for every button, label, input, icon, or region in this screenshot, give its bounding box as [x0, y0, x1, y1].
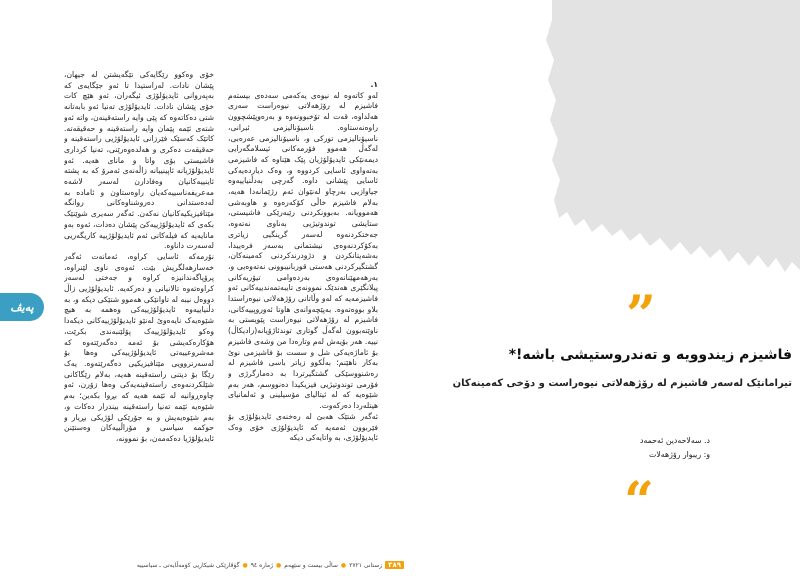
paragraph: لەو کاتەوە لە نیوەی یەکەمی سەدەی بیستەم فاشیزم لە رۆژهەلاتی نیوەراست سەری هەلداوە، قەت لە تۆخبوونەوە و بەرەوپێشچوون راوەنەستاوە. ناسیۆنالیزمی ئیرانی، ناسیۆنالیزمی تورکی و، ناسیۆنالیزمی عەرەبی، لەگەڵ هەموو فۆرمەکانی ئیسلامگەرایی دیمەنێکی ئایدیۆلۆژیان پێک هێناوە کە فاشیزمی بەتەواوی ئاسایی کردووە و، وەک دیاردەیەکی ئاسایی پێشانی داوە. گەرچی بەدڵنیاییەوە جیاوازیی بەرچاو لەنێوان ئەم رژێمانەدا هەیە، بەلام فاشیزم خاڵی کۆکەرەوە و هاوبەشی هەموویانە. بەبوونکردنی رێبەرێکی فاشیستی، ستایشی توندوتیژیی بەناوی نەتەوە، جەختکردنەوە لەسەر گرینگیی زیاتری بەکۆکردنەوەی نیشتمانی بەسەر فرەییدا، بەشەیتانکردن و دژودرندکردنی کەمینەکان، گشتگیرکردنی هەستی قوربانیبوونی نەتەوەیی و، بەرهەمهێنانەوەی بەردەوامی تیۆریەکانی پیلانگێری هەندێک نموونەی تایبەتمەندییەکانی ئەو فاشیزمەیە کە لەو وڵاتانی رۆژهەلاتی نیوەراستدا بلاو بووەتەوە. بەپێچەوانەی هاوتا ئەوروپییەکانی، فاشیزم لە رۆژهەلاتی نیوەراست پێویستی بە ناوێتەبوون لەگەڵ گوتاری توندئاژۆیانە(رادیکاڵ) نییە. هەر بۆیەش لەم وتارەدا من وشەی فاشیزم بۆ ئاماژەیەکی شل و سست بۆ فاشیزمی نوێ بەکار ناهێنم؛ بەڵکوو زیاتر باسی فاشیزم لە رەشنووسێکی گشتگیرتردا بە دەمارگرژی و فۆرمی توندوتیژیی فیزیکیدا دەنووسم، هەر بەم شێوەیە کە لە ئیتالیای مۆسیلینی و ئەلمانیای هیتلەردا دەرکەوت.	[228, 90, 378, 411]
footer-season: زستانی ٢٧٢١	[349, 561, 383, 569]
footer-magazine: گۆڤارێکی شیکاریی کۆمەڵایەتی ـ سیاسییە	[136, 561, 240, 569]
torn-paper-decoration	[530, 0, 800, 280]
article-credits	[560, 434, 710, 462]
bullet-icon: ●	[276, 561, 282, 569]
text-column-right	[228, 80, 378, 550]
paragraph: نۆرمەکە ئاسایی کراوە، ئەمانەت ئەگەر خەسارهەلگریش بێت. ئەوەی ناوی لێنراوە، پرۆپاگەندانیزە کراوە و جەختی لەسەر کراوەتەوە تالانیانی و دەرکەیە. ئایدیۆلۆژیی زاڵ دووەل نیبە لە تاوانێکی هەموو شتێکی دیکە و، بە دڵنیاییەوە ئایدیۆلۆژییەکی وەهمە بە هیچ شێوەیەک نایەەوێ لەنێو ئایدیۆلۆژییەکانی دیکەدا وەکو ئایدیۆلۆژییەک پۆلێنبەندی بکرێت، هۆکارەکەیشی بۆ ئەمە دەگەرێتەوە کە مەشروعییەتی ئایدیۆلۆژییەکی وەها بۆ لەسەرتروویی مێتافیزیکیی دەگەرێتەوە. یەک رێگا بۆ دیتنی راستەقینە هەیە، بەلام رێگاکانی شێلکردنەوەی راستەقینەیەکی وەها زۆرن، ئەو چاوەڕوانیە لە ئێمە هەیە کە بڕوا بکەین؛ بەم شێوەیە ئێمە تەنیا راستەقینە بیندرار دەکات و، بەم شێوەیەیش و بە جۆرێکی لۆژیکی بڕیار و حوکمە سیاسی و مۆراڵییەکان وەستێنن ئایدیۆلۆژیا دەکەمەن، بۆ نموونە،	[64, 251, 214, 443]
section-number: ١.	[370, 80, 378, 89]
footer-year: ساڵی بیست و سێهەم	[284, 561, 338, 569]
translator-name: و: ریبوار رۆژهەلات	[649, 450, 710, 459]
article-title: فاشیزم زیندوویه و تەندروستیشی باشە!*	[508, 347, 792, 363]
side-tab-logo	[0, 293, 44, 321]
paragraph: ئەگەر شتێک هەبێ لە رەخنەی ئایدیۆلۆژی بۆ فێربوون ئەمەیە کە ئایدیۆلۆژی خۆی وەک ئایدیۆلۆژی، بە واتایەکی دیکە	[228, 411, 378, 443]
logo-text: پەیڤ	[10, 300, 34, 314]
author-name: د. سەلاحەدین ئەحمەد	[640, 436, 710, 445]
paragraph: خۆی وەکوو رێگایەکی تێگەیشتن لە جیهان، پێشان نادات. لەراستیدا تا ئەو جێگایەی کە بەپەروانی ئایدیۆلۆژی ئیگەران، ئەو هێچ کات خۆی پێشان نادات. ئایدیۆلۆژی تەنیا ئەو بابەتانە شتی دەکاتەوە کە پێی وایە راستەقینەن، واتە ئەو شتەی ئێمە پێمان وایە راستەقینە و حەقیقەتە. کاتێک کەسێک فێرزانی ئایدیۆلۆژیی راستەقینە و حەقیقەت دەکری و هەلدەوەرێنی، تەنیا کرداری فاشیستی بۆی واتا و مانای هەیە. ئەو ئایدیۆلۆژیانە ئاپینییانە زاڵەنەی ئەمرۆ کە بە پشتە ئاینییەکانیان وەفادارن لەسەر لاشەە مەعریفەناسییەکەیان راوەستاون و ئامادە بە لەدەستدانی دەروشناوەکانی روانگە مێتافیزیکیەکانیان نەکەن. ئەگەر سەیری شوێنێک بکەی کە ئایدیۆلۆژییەکێ پێشان دەدات، ئەوە بەو مانایەیە کە فیلەکانی ئەم ئایدیۆلۆژییە کاریگەریی لەسەرت داناوە.	[64, 70, 214, 251]
page-number: ٣٨٩	[385, 561, 404, 569]
quote-close-mark: “	[624, 471, 654, 532]
bullet-icon: ●	[242, 561, 248, 569]
article-subtitle: تیرامانێک لەسەر فاشیزم لە رۆژهەلاتی نیوەراست و دۆخی کەمینەکان	[452, 378, 792, 389]
text-column-left	[64, 70, 214, 550]
quote-open-mark: ”	[626, 285, 656, 346]
bullet-icon: ●	[340, 561, 347, 569]
page-footer	[74, 559, 404, 571]
footer-issue: ژمارە ٩٤	[250, 561, 274, 569]
